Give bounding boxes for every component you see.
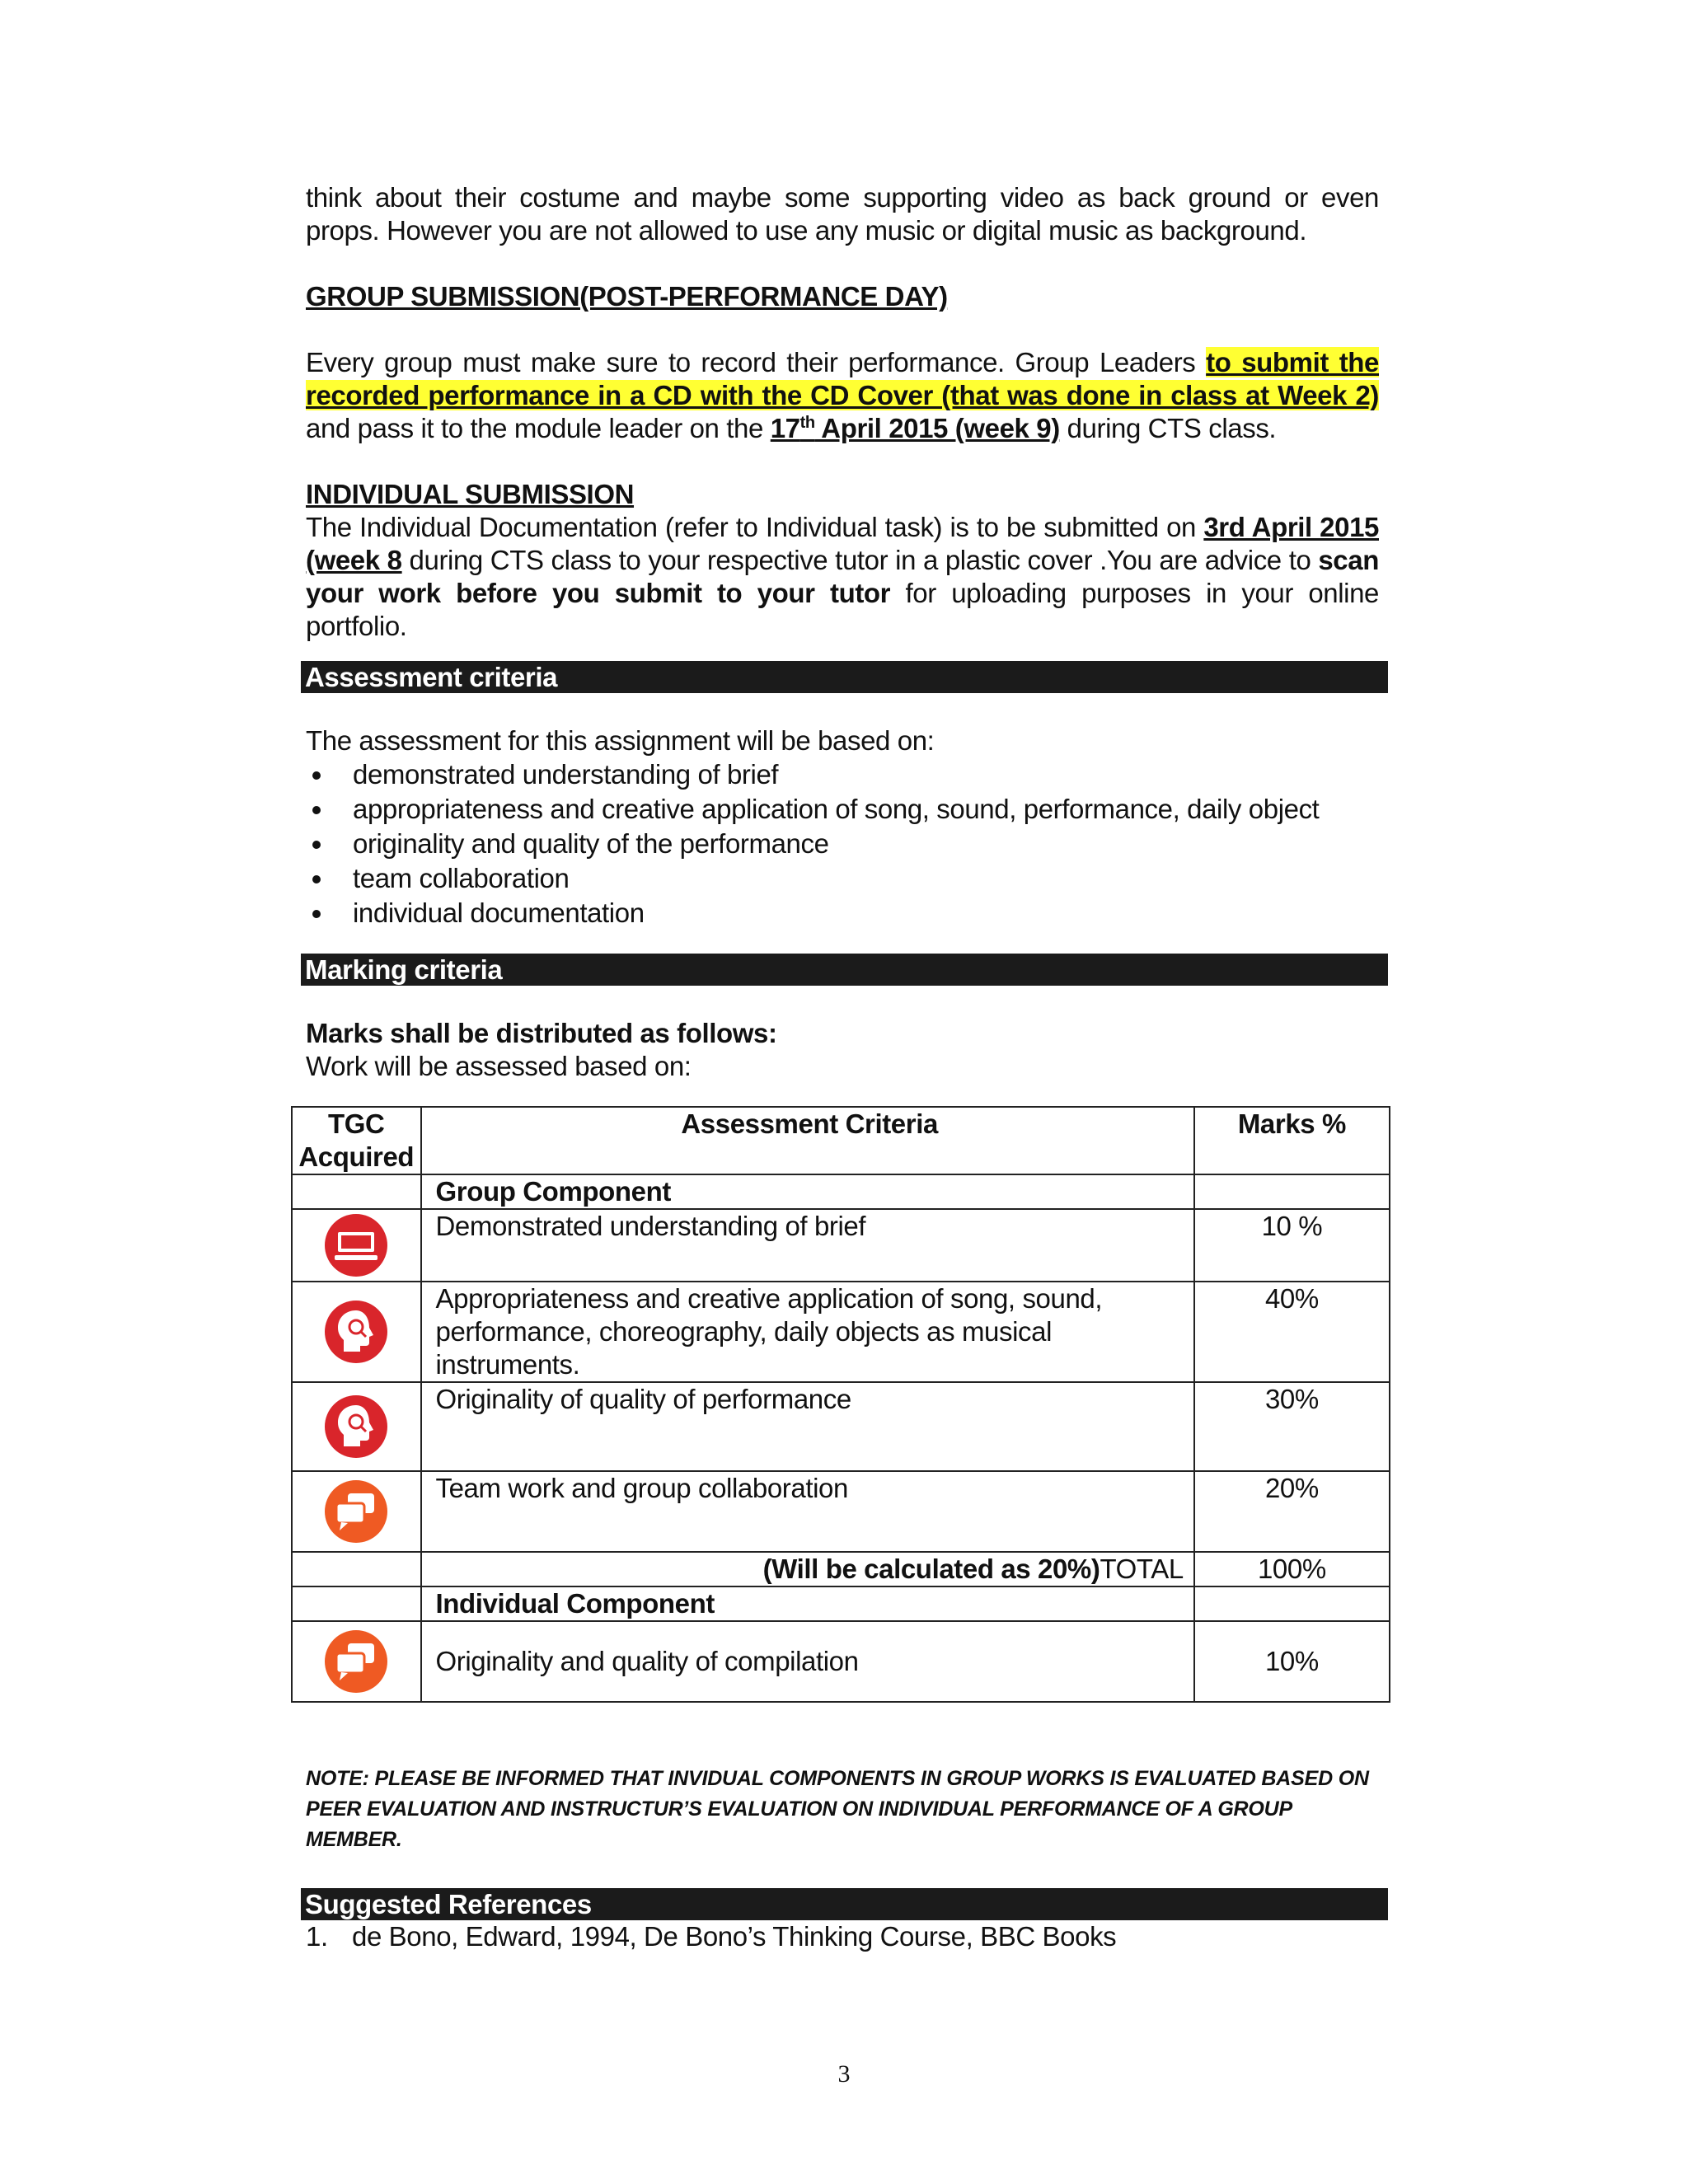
reference-item bbox=[306, 1920, 1379, 1953]
table-cell bbox=[1194, 1174, 1390, 1209]
table-row bbox=[292, 1282, 1390, 1382]
list-item-text: originality and quality of the performance bbox=[353, 828, 829, 859]
header-marks bbox=[1194, 1107, 1390, 1174]
marking-intro: Work will be assessed based on: bbox=[306, 1051, 692, 1081]
individual-submission-date: 3rd April 2015 (week 8 bbox=[306, 512, 1379, 575]
header-tgc-text: TGC Acquired bbox=[298, 1108, 415, 1172]
individual-submission-paragraph bbox=[306, 511, 1379, 643]
criteria-cell: Appropriateness and creative application of song, sound, performance, choreography, daily objects as musical instruments. bbox=[421, 1282, 1194, 1382]
table-cell bbox=[292, 1174, 421, 1209]
marks-table bbox=[291, 1106, 1390, 1703]
total-note: (Will be calculated as 20%) bbox=[762, 1554, 1100, 1584]
date-rest: April 2015 (week 9) bbox=[814, 413, 1060, 443]
criteria-cell: Team work and group collaboration bbox=[421, 1471, 1194, 1552]
individual-text-1: The Individual Documentation (refer to Individual task) is to be submitted on bbox=[306, 512, 1204, 542]
group-submission-paragraph bbox=[306, 346, 1379, 445]
group-submission-text-3: during CTS class. bbox=[1059, 413, 1277, 443]
tgc-cell bbox=[292, 1621, 421, 1702]
reference-text: de Bono, Edward, 1994, De Bono’s Thinking Course bbox=[352, 1921, 966, 1952]
bullet-icon bbox=[312, 910, 321, 918]
bullet-icon bbox=[312, 806, 321, 814]
speech-bubbles-icon bbox=[323, 1479, 389, 1544]
bullet-icon bbox=[312, 771, 321, 780]
intro-paragraph: think about their costume and maybe some supporting video as back ground or even props. However you are not allowed to use any music or digital music as background. bbox=[306, 182, 1379, 246]
group-submission-heading: GROUP SUBMISSION(POST-PERFORMANCE DAY) bbox=[306, 281, 948, 312]
tgc-cell bbox=[292, 1471, 421, 1552]
date-day: 17 bbox=[770, 413, 800, 443]
page-number: 3 bbox=[837, 2060, 851, 2088]
list-item-text: team collaboration bbox=[353, 863, 570, 893]
list-item-text: individual documentation bbox=[353, 898, 645, 928]
marks-cell: 20% bbox=[1194, 1471, 1390, 1552]
table-cell bbox=[1194, 1586, 1390, 1621]
list-item bbox=[306, 861, 1379, 896]
table-cell bbox=[292, 1586, 421, 1621]
header-tgc bbox=[292, 1107, 421, 1174]
computer-icon bbox=[323, 1212, 389, 1278]
assessment-list bbox=[306, 757, 1379, 930]
date-suffix: th bbox=[799, 414, 815, 432]
tgc-cell bbox=[292, 1282, 421, 1382]
list-item-text: demonstrated understanding of brief bbox=[353, 759, 779, 790]
assessment-criteria-bar: Assessment criteria bbox=[301, 661, 1388, 693]
table-row bbox=[292, 1586, 1390, 1621]
tgc-cell bbox=[292, 1209, 421, 1282]
individual-text-3: for uploading purposes in your online portfolio. bbox=[306, 578, 1379, 641]
individual-submission-heading: INDIVIDUAL SUBMISSION bbox=[306, 479, 635, 509]
table-row bbox=[292, 1471, 1390, 1552]
total-marks: 100% bbox=[1194, 1552, 1390, 1586]
group-submission-date bbox=[771, 413, 1060, 443]
marks-cell: 40% bbox=[1194, 1282, 1390, 1382]
group-submission-text-2: and pass it to the module leader on the bbox=[306, 413, 771, 443]
head-magnifier-icon bbox=[323, 1299, 389, 1365]
bullet-icon bbox=[312, 841, 321, 849]
total-row bbox=[292, 1552, 1390, 1586]
reference-publisher: BBC Books bbox=[973, 1921, 1117, 1952]
highlighted-instruction: to submit the recorded performance in a CD with the CD Cover (that was done in class at Week 2) bbox=[306, 347, 1379, 410]
bullet-icon bbox=[312, 875, 321, 883]
criteria-cell: Originality and quality of compilation bbox=[421, 1621, 1194, 1702]
group-component-label: Group Component bbox=[421, 1174, 1194, 1209]
total-label: TOTAL bbox=[1100, 1554, 1184, 1584]
marks-cell: 10 % bbox=[1194, 1209, 1390, 1282]
marking-criteria-bar: Marking criteria bbox=[301, 954, 1388, 986]
suggested-references-bar: Suggested References bbox=[301, 1888, 1388, 1920]
table-row bbox=[292, 1209, 1390, 1282]
scan-instruction: scan your work before you submit to your tutor bbox=[306, 545, 1379, 608]
head-magnifier-icon bbox=[323, 1394, 389, 1460]
header-criteria bbox=[421, 1107, 1194, 1174]
table-row bbox=[292, 1382, 1390, 1471]
marking-subheading: Marks shall be distributed as follows: bbox=[306, 1018, 777, 1048]
criteria-cell: Originality of quality of performance bbox=[421, 1382, 1194, 1471]
table-row bbox=[292, 1621, 1390, 1702]
marks-cell: 30% bbox=[1194, 1382, 1390, 1471]
list-item bbox=[306, 757, 1379, 792]
list-item-text: appropriateness and creative application of song, sound, performance, daily object bbox=[353, 794, 1320, 824]
table-header-row bbox=[292, 1107, 1390, 1174]
table-row bbox=[292, 1174, 1390, 1209]
criteria-cell: Demonstrated understanding of brief bbox=[421, 1209, 1194, 1282]
page-content bbox=[298, 181, 1379, 1953]
list-item bbox=[306, 792, 1379, 827]
header-marks-text: Marks % bbox=[1237, 1108, 1346, 1139]
assessment-intro: The assessment for this assignment will be based on: bbox=[306, 725, 935, 756]
reference-number: 1. bbox=[306, 1921, 328, 1952]
total-label-cell bbox=[421, 1552, 1194, 1586]
tgc-cell bbox=[292, 1382, 421, 1471]
individual-component-label: Individual Component bbox=[421, 1586, 1194, 1621]
individual-text-2: during CTS class to your respective tutor in a plastic cover .You are advice to bbox=[401, 545, 1319, 575]
list-item bbox=[306, 827, 1379, 861]
marks-cell: 10% bbox=[1194, 1621, 1390, 1702]
list-item bbox=[306, 896, 1379, 930]
speech-bubbles-icon bbox=[323, 1629, 389, 1694]
reference-comma: , bbox=[965, 1921, 973, 1952]
group-submission-text-1: Every group must make sure to record their performance. Group Leaders bbox=[306, 347, 1207, 377]
header-criteria-text: Assessment Criteria bbox=[681, 1108, 938, 1139]
table-cell bbox=[292, 1552, 421, 1586]
note-text: NOTE: PLEASE BE INFORMED THAT INVIDUAL COMPONENTS IN GROUP WORKS IS EVALUATED BASED ON PEER EVALUATION AND INSTRUCTUR’S EVALUATION ON INDIVIDUAL PERFORMANCE OF A GROUP MEMBER. bbox=[306, 1767, 1369, 1851]
